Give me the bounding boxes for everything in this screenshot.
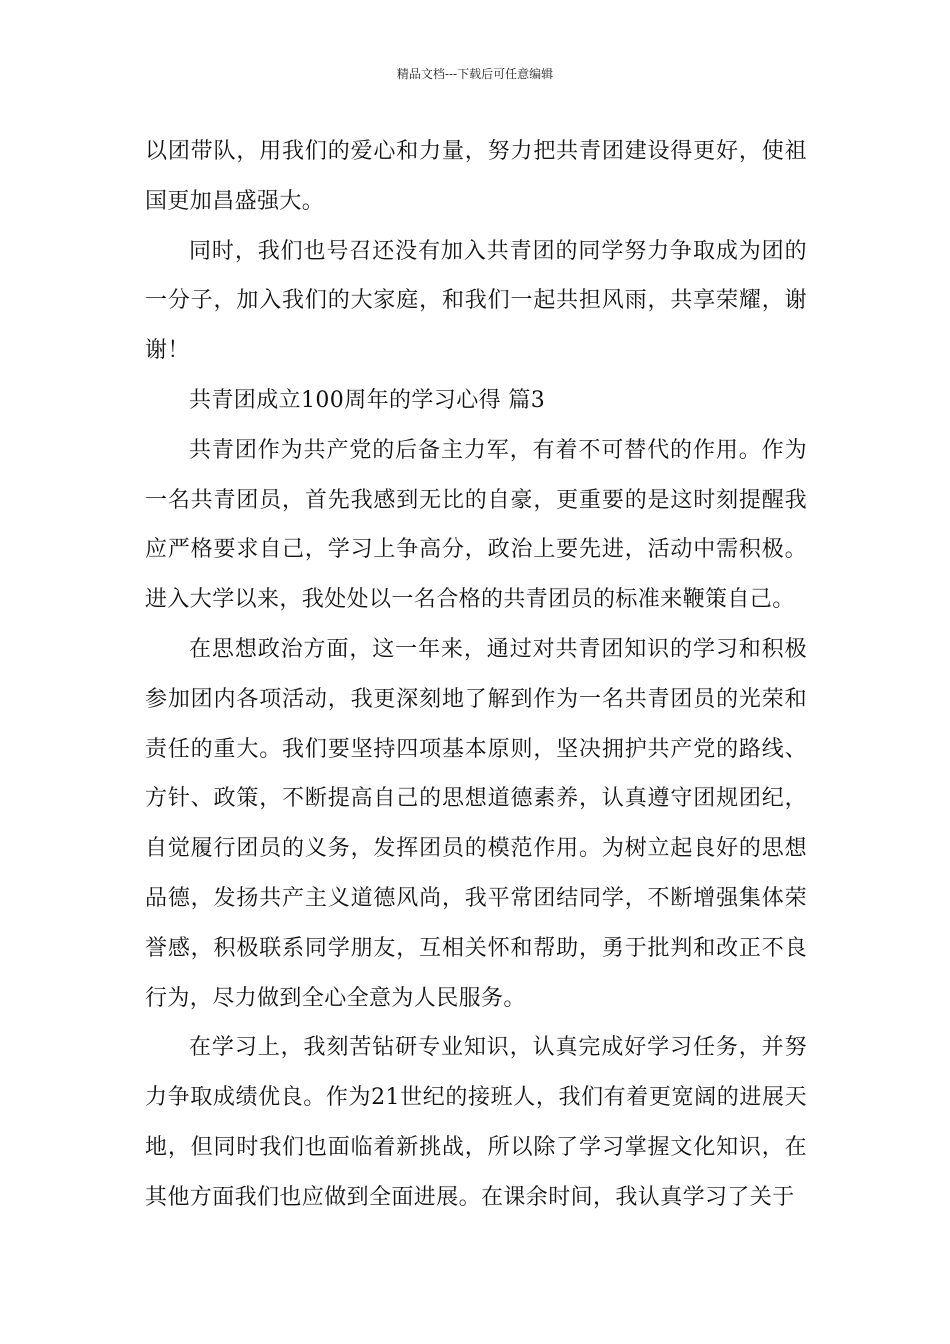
paragraph-4: 在思想政治方面，这一年来，通过对共青团知识的学习和积极参加团内各项活动，我更深刻地了解到作为一名共青团员的光荣和责任的重大。我们要坚持四项基本原则，坚决拥护共产党的路线、方针、政策，不断提高自己的思想道德素养，认真遵守团规团纪，自觉履行团员的义务，发挥团员的模范作用。为树立起良好的思想品德，发扬共产主义道德风尚，我平常团结同学，不断增强集体荣誉感，积极联系同学朋友，互相关怀和帮助，勇于批判和改正不良行为，尽力做到全心全意为人民服务。 — [145, 636, 807, 1011]
page-header: 精品文档---下载后可任意编辑 — [396, 67, 554, 81]
paragraph-5: 在学习上，我刻苦钻研专业知识，认真完成好学习任务，并努力争取成绩优良。作为21世纪的接班人，我们有着更宽阔的进展天地，但同时我们也面临着新挑战，所以除了学习掌握文化知识，在其他方面我们也应做到全面进展。在课余时间，我认真学习了关于 — [145, 1035, 807, 1210]
paragraph-1: 以团带队，用我们的爱心和力量，努力把共青团建设得更好，使祖国更加昌盛强大。 — [145, 139, 807, 214]
paragraph-3: 共青团作为共产党的后备主力军，有着不可替代的作用。作为一名共青团员，首先我感到无比的自豪，更重要的是这时刻提醒我应严格要求自己，学习上争高分，政治上要先进，活动中需积极。进入大学以来，我处处以一名合格的共青团员的标准来鞭策自己。 — [145, 437, 807, 613]
paragraph-2: 同时，我们也号召还没有加入共青团的同学努力争取成为团的一分子，加入我们的大家庭，和我们一起共担风雨，共享荣耀，谢谢！ — [145, 238, 807, 364]
document-body — [145, 127, 807, 1223]
section-heading: 共青团成立100周年的学习心得 篇3 — [189, 387, 546, 413]
